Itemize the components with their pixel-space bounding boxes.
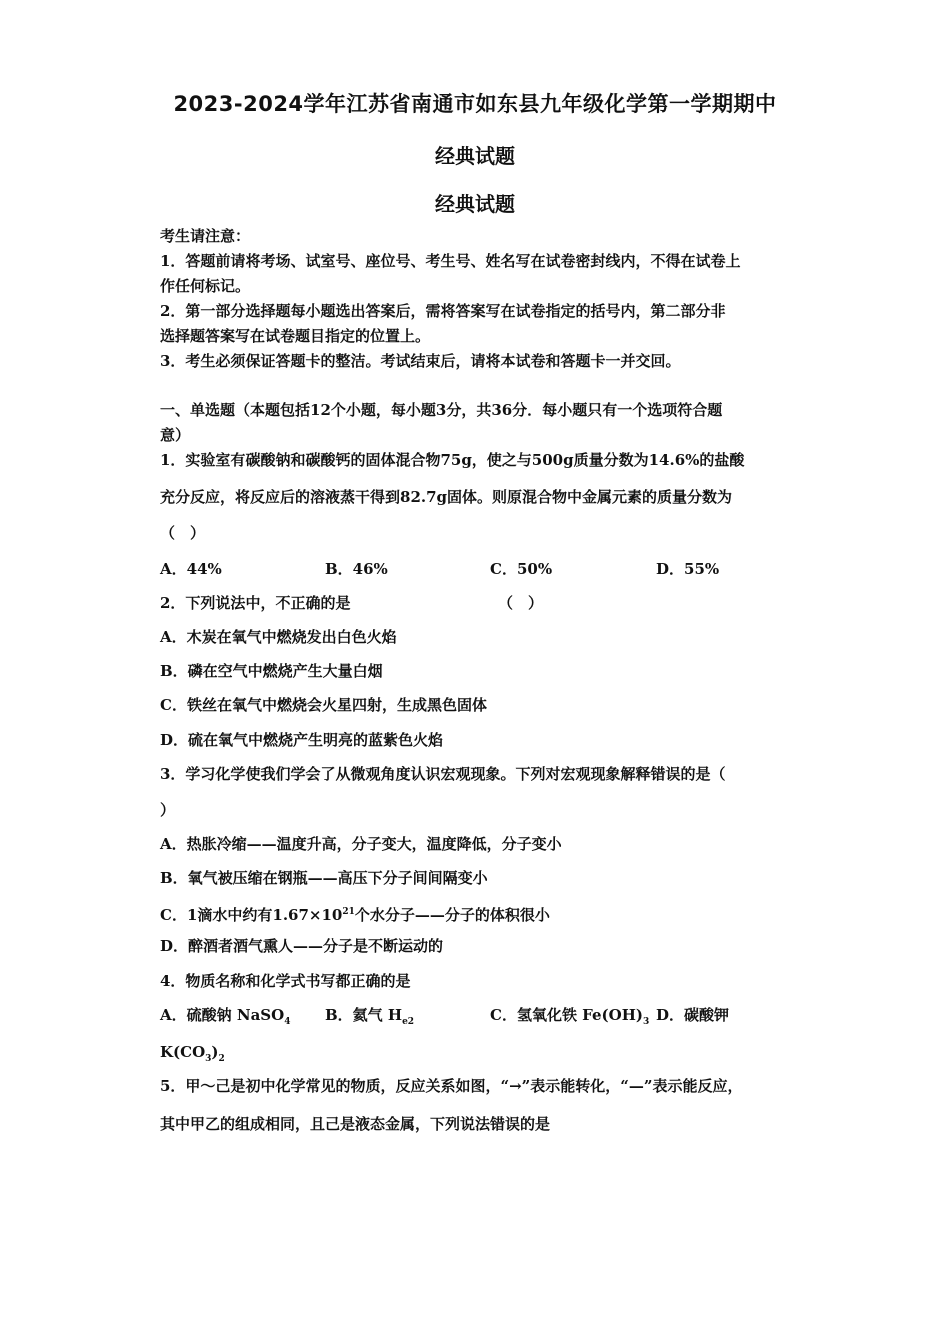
q3-stem-a: 3．学习化学使我们学会了从微观角度认识宏观现象。下列对宏观现象解释错误的是（ (160, 765, 726, 783)
notice-heading: 考生请注意： (160, 227, 251, 245)
section-heading-cont: 意） (160, 426, 191, 444)
q2-option-d: D．硫在氧气中燃烧产生明亮的蓝紫色火焰 (160, 731, 444, 749)
q1-paren: （ ） (160, 524, 206, 542)
q4-option-c-text: C．氢氧化铁 Fe(OH) (490, 1006, 643, 1024)
q3-option-c (160, 902, 550, 925)
q3-option-b: B．氧气被压缩在钢瓶——高压下分子间间隔变小 (160, 869, 488, 887)
q4-d-formula-sub2: 2 (218, 1054, 225, 1064)
q5-stem-a: 5．甲～己是初中化学常见的物质，反应关系如图，“→”表示能转化，“—”表示能反应， (160, 1077, 743, 1095)
q5-stem-b: 其中甲乙的组成相同，且己是液态金属，下列说法错误的是 (160, 1115, 551, 1133)
q4-d-formula-mid: ) (211, 1043, 219, 1061)
q4-d-formula-pre: K(CO (160, 1043, 206, 1061)
notice-line-2a: 2．第一部分选择题每小题选出答案后，需将答案写在试卷指定的括号内，第二部分非 (160, 302, 726, 320)
q4-option-c-sub: 3 (642, 1017, 650, 1027)
q3-option-a: A．热胀冷缩——温度升高，分子变大，温度降低，分子变小 (160, 835, 562, 853)
subtitle-2: 经典试题 (435, 192, 515, 216)
q1-stem-a: 1．实验室有碳酸钠和碳酸钙的固体混合物75g，使之与500g质量分数为14.6%的盐酸 (160, 451, 745, 469)
q1-stem-b: 充分反应，将反应后的溶液蒸干得到82.7g固体。则原混合物中金属元素的质量分数为 (160, 488, 733, 506)
q1-option-b: B．46% (325, 560, 388, 578)
q3-option-c-pre: C．1滴水中约有1.67×10 (160, 906, 343, 924)
q4-option-b (325, 1005, 414, 1032)
q1-option-a: A．44% (160, 560, 222, 578)
q4-option-a (160, 1005, 290, 1032)
q1-option-c: C．50% (490, 560, 553, 578)
q4-option-d: D．碳酸钾 (656, 1006, 730, 1024)
q4-stem: 4．物质名称和化学式书写都正确的是 (160, 972, 411, 990)
q3-option-d: D．醉酒者酒气熏人——分子是不断运动的 (160, 937, 444, 955)
q4-option-a-text: A．硫酸钠 NaSO (160, 1006, 285, 1024)
page-title: 2023-2024学年江苏省南通市如东县九年级化学第一学期期中 (173, 92, 777, 116)
q2-stem: 2．下列说法中，不正确的是 (160, 594, 351, 612)
q2-option-c: C．铁丝在氧气中燃烧会火星四射，生成黑色固体 (160, 696, 487, 714)
q3-option-c-post: 个水分子——分子的体积很小 (354, 906, 550, 924)
subtitle-1: 经典试题 (435, 144, 515, 168)
section-heading: 一、单选题（本题包括12个小题，每小题3分，共36分．每小题只有一个选项符合题 (160, 401, 723, 419)
q4-d-formula-sub1: 3 (205, 1054, 212, 1064)
q2-option-b: B．磷在空气中燃烧产生大量白烟 (160, 662, 383, 680)
q4-option-c (490, 1005, 649, 1032)
q4-option-a-sub: 4 (284, 1017, 291, 1027)
q2-option-a: A．木炭在氧气中燃烧发出白色火焰 (160, 628, 397, 646)
notice-line-1b: 作任何标记。 (160, 277, 251, 295)
q4-option-d-formula (160, 1042, 225, 1069)
q3-stem-b: ） (160, 801, 176, 819)
q4-option-b-sub: e2 (402, 1017, 415, 1027)
q1-option-d: D．55% (656, 560, 720, 578)
notice-line-2b: 选择题答案写在试卷题目指定的位置上。 (160, 327, 431, 345)
q3-option-c-sup: 21 (342, 907, 355, 917)
notice-line-3: 3．考生必须保证答题卡的整洁。考试结束后，请将本试卷和答题卡一并交回。 (160, 352, 681, 370)
q4-option-b-text: B．氦气 H (325, 1006, 403, 1024)
q2-paren: （ ） (498, 594, 544, 612)
notice-line-1a: 1．答题前请将考场、试室号、座位号、考生号、姓名写在试卷密封线内，不得在试卷上 (160, 252, 741, 270)
